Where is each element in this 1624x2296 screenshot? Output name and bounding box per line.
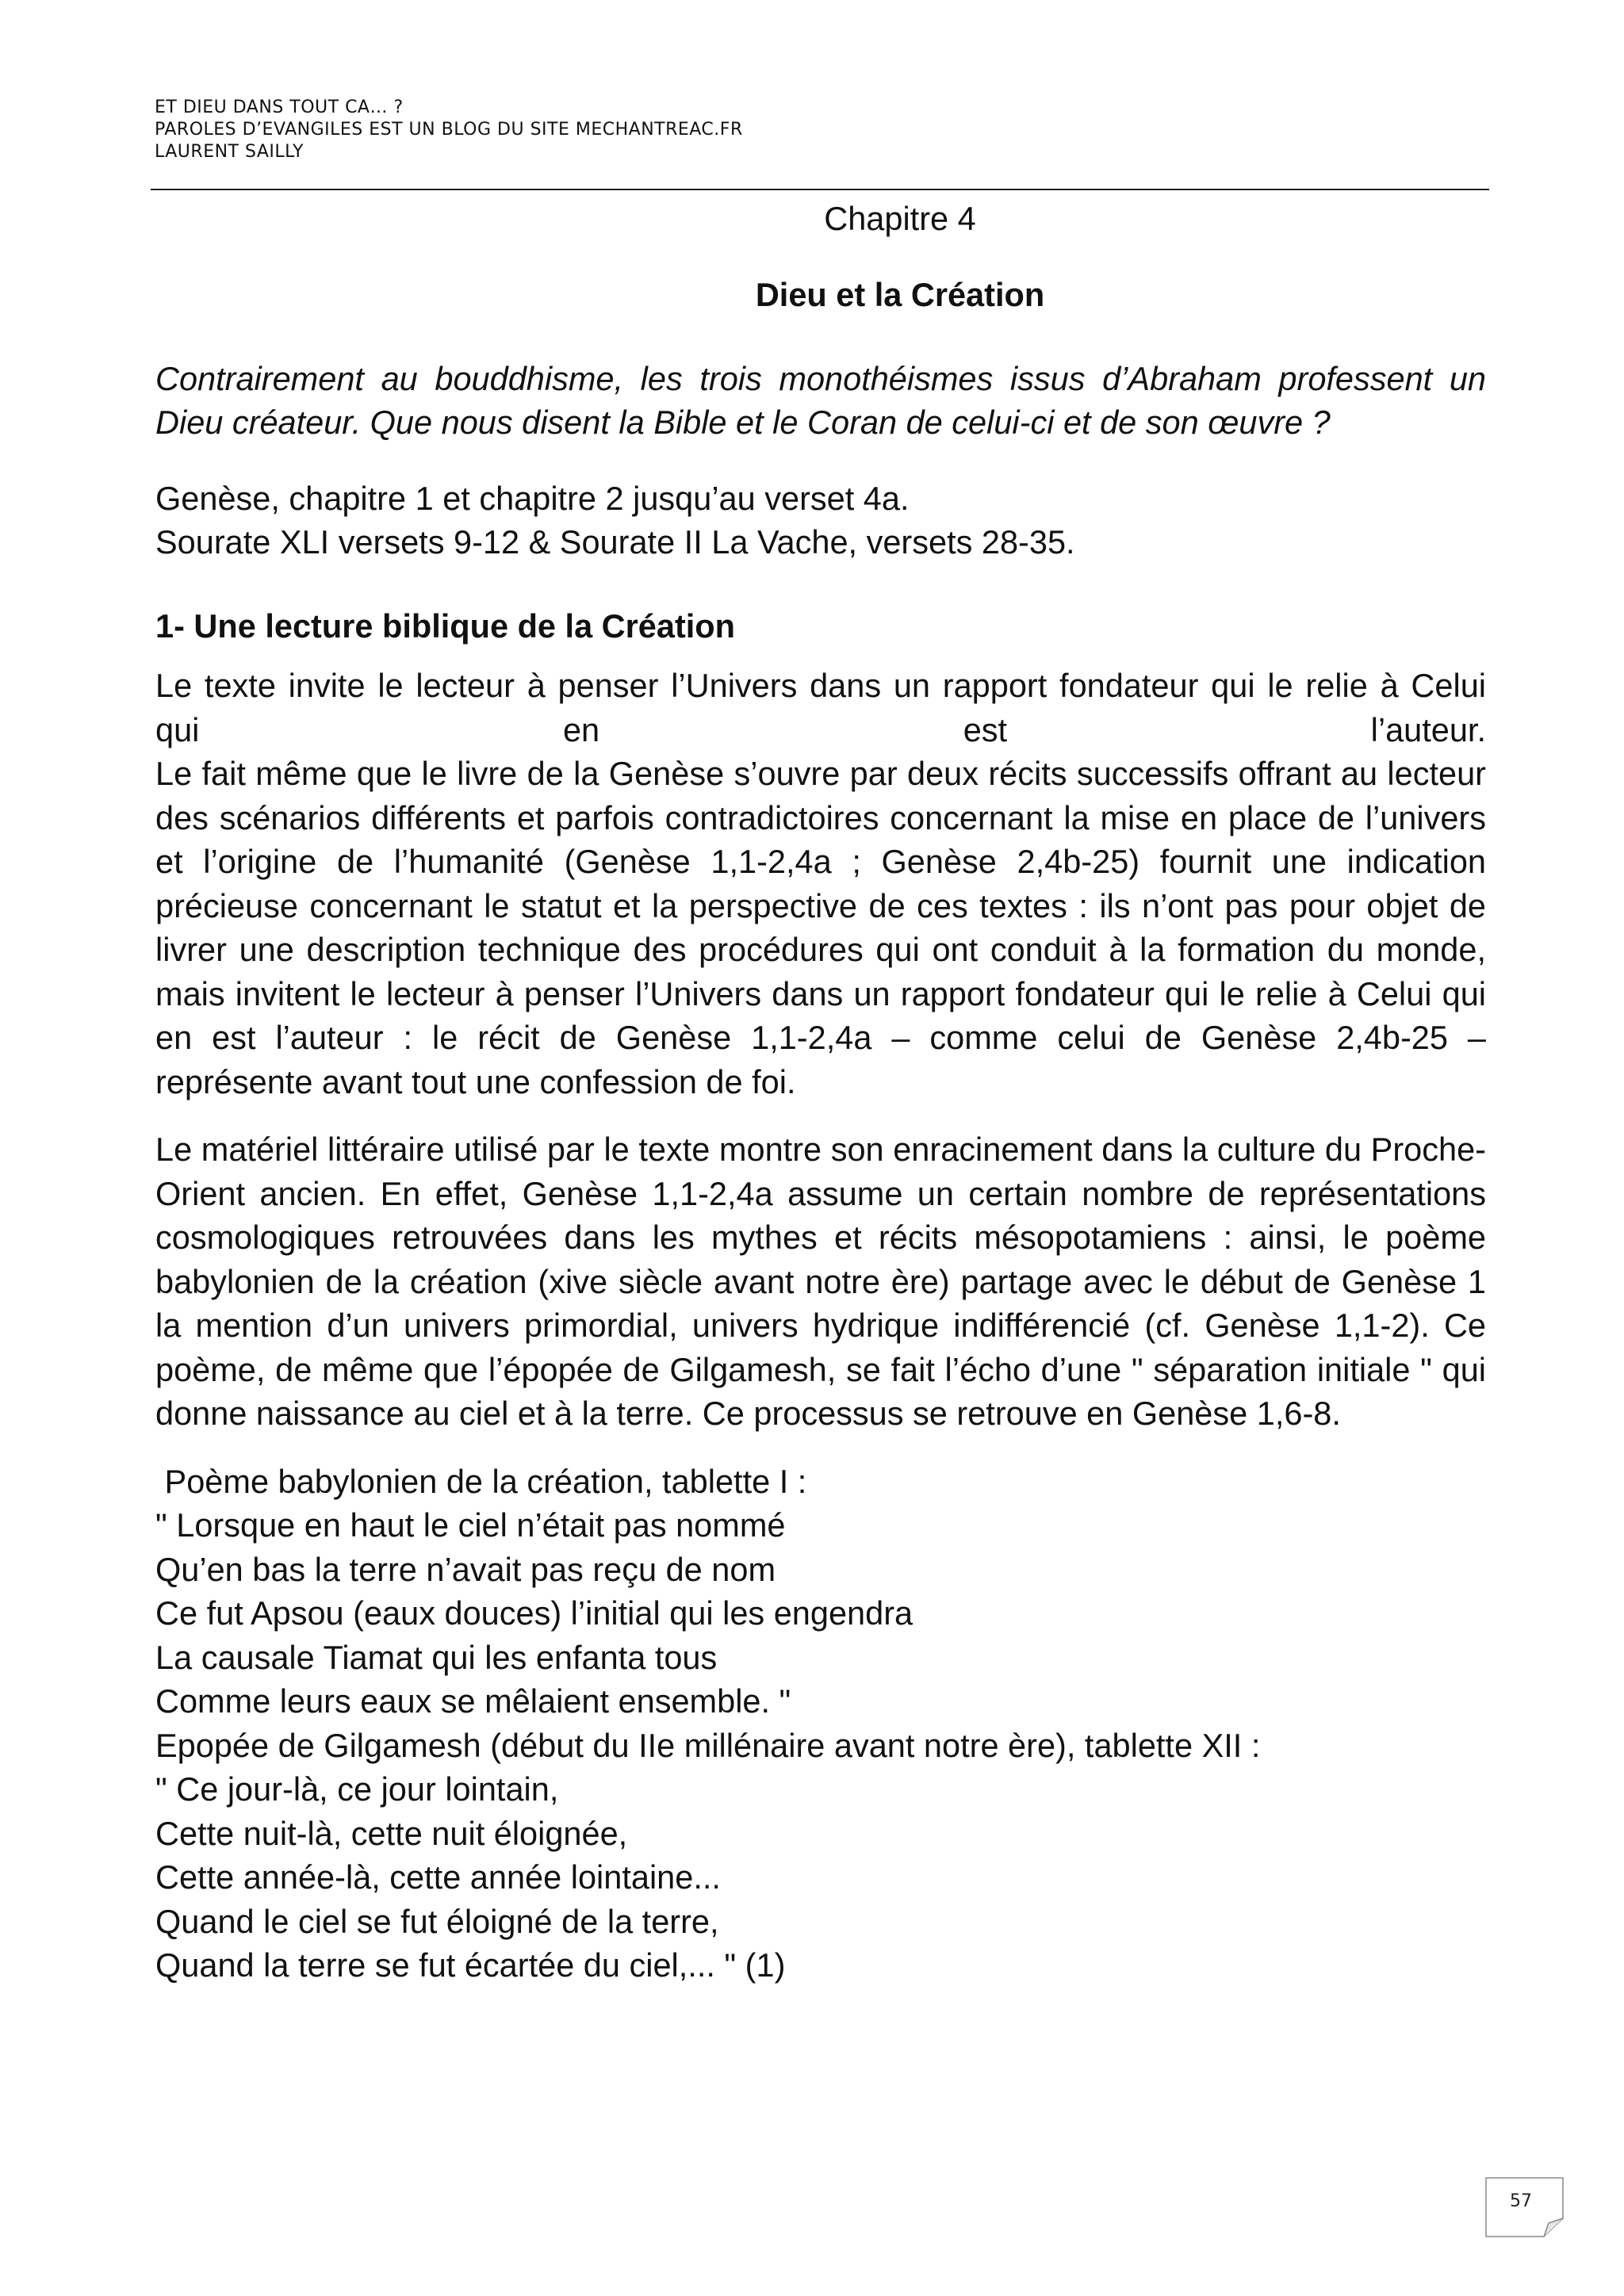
header-line-author: LAURENT SAILLY: [155, 142, 304, 162]
page-number-tab: [1485, 2177, 1565, 2237]
header-line-title: ET DIEU DANS TOUT CA… ?: [155, 98, 404, 117]
paragraph-1: [155, 664, 1486, 1104]
quote-line: " Lorsque en haut le ciel n’était pas nommé: [155, 1506, 786, 1544]
quote-line: Epopée de Gilgamesh (début du IIe millénaire avant notre ère), tablette XII :: [155, 1726, 1261, 1764]
intro-paragraph: Contrairement au bouddhisme, les trois monothéismes issus d’Abraham professent un Dieu créateur. Que nous disent la Bible et le Coran de celui-ci et de son œuvre ?: [155, 359, 1486, 441]
header-divider: [151, 189, 1489, 190]
quote-line: Comme leurs eaux se mêlaient ensemble. ": [155, 1682, 791, 1720]
page-content: [155, 197, 1486, 1988]
quote-line: Qu’en bas la terre n’avait pas reçu de nom: [155, 1550, 776, 1588]
quotations: [155, 1460, 1486, 1988]
quote-line: Poème babylonien de la création, tablette I :: [155, 1462, 807, 1500]
word: qui: [155, 710, 200, 748]
quote-line: " Ce jour-là, ce jour lointain,: [155, 1770, 559, 1808]
quote-line: Quand le ciel se fut éloigné de la terre,: [155, 1902, 719, 1940]
paragraph-2: Le matériel littéraire utilisé par le texte montre son enracinement dans la culture du Proche-Orient ancien. En effet, Genèse 1,1-2,4a assume un certain nombre de représentations cosmologiques retrouvées dans les mythes et récits mésopotamiens : ainsi, le poème babylonien de la création (xive siècle avant notre ère) partage avec le début de Genèse 1 la mention d’un univers primordial, univers hydrique indifférencié (cf. Genèse 1,1-2). Ce poème, de même que l’épopée de Gilgamesh, se fait l’écho d’une " séparation initiale " qui donne naissance au ciel et à la terre. Ce processus se retrouve en Genèse 1,6-8.: [155, 1131, 1486, 1432]
references: [155, 476, 1486, 564]
paragraph-1-line-2: [155, 708, 1486, 752]
reference-sourate: Sourate XLI versets 9-12 & Sourate II La Vache, versets 28-35.: [155, 523, 1075, 561]
running-header: [155, 97, 1487, 163]
quote-line: Quand la terre se fut écartée du ciel,... " (1): [155, 1946, 786, 1984]
paragraph-1-body: Le fait même que le livre de la Genèse s’ouvre par deux récits successifs offrant au lecteur des scénarios différents et parfois contradictoires concernant la mise en place de l’univers et l’origine de l’humanité (Genèse 1,1-2,4a ; Genèse 2,4b-25) fournit une indication précieuse concernant le statut et la perspective de ces textes : ils n’ont pas pour objet de livrer une description technique des procédures qui ont conduit à la formation du monde, mais invitent le lecteur à penser l’Univers dans un rapport fondateur qui le relie à Celui qui en est l’auteur : le récit de Genèse 1,1-2,4a – comme celui de Genèse 2,4b-25 – représente avant tout une confession de foi.: [155, 755, 1486, 1100]
word: l’auteur.: [1370, 710, 1486, 748]
paragraph-1-line-1: Le texte invite le lecteur à penser l’Univers dans un rapport fondateur qui le relie à Celui: [155, 667, 1486, 704]
section-title: 1- Une lecture biblique de la Création: [155, 607, 736, 645]
word: en: [562, 710, 600, 748]
header-line-blog: PAROLES D’EVANGILES EST UN BLOG DU SITE MECHANTREAC.FR: [155, 120, 743, 140]
word: est: [963, 710, 1008, 748]
quote-line: Cette année-là, cette année lointaine...: [155, 1858, 721, 1896]
chapter-label: Chapitre 4: [824, 200, 976, 237]
quote-line: Cette nuit-là, cette nuit éloignée,: [155, 1814, 628, 1852]
chapter-title: Dieu et la Création: [755, 276, 1045, 313]
reference-genesis: Genèse, chapitre 1 et chapitre 2 jusqu’au verset 4a.: [155, 479, 910, 517]
quote-line: Ce fut Apsou (eaux douces) l’initial qui les engendra: [155, 1594, 914, 1632]
page-number: 57: [1510, 2191, 1532, 2211]
quote-line: La causale Tiamat qui les enfanta tous: [155, 1638, 718, 1676]
